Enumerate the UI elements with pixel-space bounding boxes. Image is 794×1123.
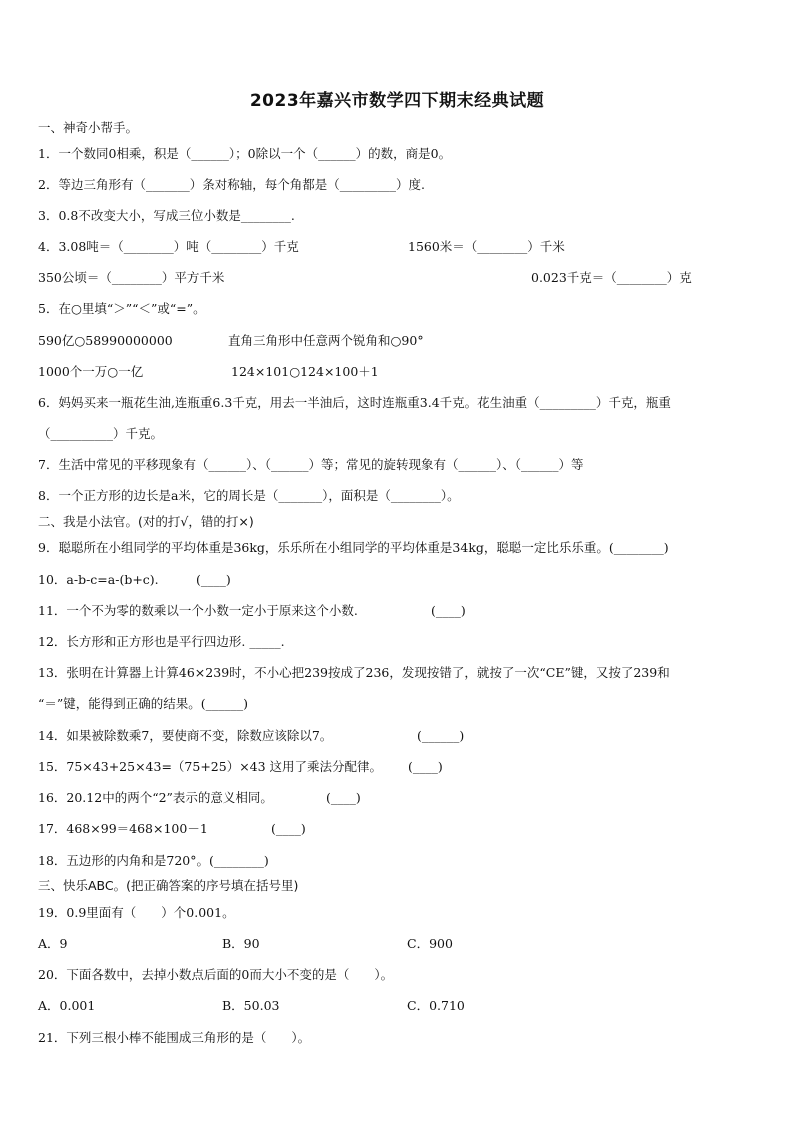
- question-8: 8．一个正方形的边长是a米，它的周长是（_______），面积是（________）。: [38, 488, 460, 503]
- question-16-answer: (____): [326, 790, 361, 805]
- question-21: 21．下列三根小棒不能围成三角形的是（ ）。: [38, 1030, 311, 1045]
- question-11-answer: (____): [431, 603, 466, 618]
- question-20-option-b: B．50.03: [222, 998, 280, 1013]
- question-6-line1: 6．妈妈买来一瓶花生油,连瓶重6.3千克，用去一半油后，这时连瓶重3.4千克。花生油重（_________）千克，瓶重: [38, 395, 671, 410]
- section-2-heading: 二、我是小法官。(对的打√，错的打×): [38, 514, 254, 529]
- page-title: 2023年嘉兴市数学四下期末经典试题: [249, 91, 545, 111]
- question-13-line2: “＝”键，能得到正确的结果。(______): [38, 696, 249, 711]
- question-5c: 1000个一万○一亿: [38, 364, 144, 379]
- question-5d: 124×101○124×100＋1: [231, 364, 379, 379]
- question-18: 18．五边形的内角和是720°。(________): [38, 853, 269, 868]
- question-16: 16．20.12中的两个“2”表示的意义相同。: [38, 790, 273, 805]
- question-10-answer: (____): [196, 572, 231, 587]
- question-7: 7．生活中常见的平移现象有（______）、（______）等；常见的旋转现象有（______）、（______）等: [38, 457, 584, 472]
- question-5b: 直角三角形中任意两个锐角和○90°: [228, 333, 424, 348]
- question-4c: 350公顷＝（________）平方千米: [38, 270, 225, 285]
- question-6-line2: （__________）千克。: [38, 426, 164, 441]
- question-5: 5．在○里填“＞”“＜”或“=”。: [38, 301, 206, 316]
- section-3-heading: 三、快乐ABC。(把正确答案的序号填在括号里): [38, 878, 299, 893]
- section-1-heading: 一、神奇小帮手。: [38, 120, 139, 135]
- question-19-option-b: B．90: [222, 936, 260, 951]
- question-1: 1．一个数同0相乘，积是（______）；0除以一个（______）的数，商是0。: [38, 146, 452, 161]
- question-17: 17．468×99＝468×100－1: [38, 821, 208, 836]
- question-4b: 1560米＝（________）千米: [408, 239, 565, 254]
- question-14-answer: (______): [417, 728, 465, 743]
- question-9: 9．聪聪所在小组同学的平均体重是36kg，乐乐所在小组同学的平均体重是34kg，聪聪一定比乐乐重。(________): [38, 540, 669, 555]
- question-19: 19．0.9里面有（ ）个0.001。: [38, 905, 235, 920]
- question-2: 2．等边三角形有（_______）条对称轴，每个角都是（_________）度.: [38, 177, 425, 192]
- question-10: 10．a-b-c=a-(b+c).: [38, 572, 159, 587]
- question-11: 11．一个不为零的数乘以一个小数一定小于原来这个小数.: [38, 603, 358, 618]
- question-20: 20．下面各数中，去掉小数点后面的0而大小不变的是（ ）。: [38, 967, 394, 982]
- question-13-line1: 13．张明在计算器上计算46×239时，不小心把239按成了236，发现按错了，就按了一次“CE”键，又按了239和: [38, 665, 670, 680]
- question-20-option-c: C．0.710: [407, 998, 465, 1013]
- question-12: 12．长方形和正方形也是平行四边形. _____.: [38, 634, 285, 649]
- question-15-answer: (____): [408, 759, 443, 774]
- question-3: 3．0.8不改变大小，写成三位小数是________.: [38, 208, 295, 223]
- question-17-answer: (____): [271, 821, 306, 836]
- question-19-option-c: C．900: [407, 936, 453, 951]
- question-4d: 0.023千克＝（________）克: [531, 270, 692, 285]
- question-5a: 590亿○58990000000: [38, 333, 173, 348]
- question-15: 15．75×43+25×43=（75+25）×43 这用了乘法分配律。: [38, 759, 383, 774]
- question-19-option-a: A．9: [38, 936, 68, 951]
- question-14: 14．如果被除数乘7，要使商不变，除数应该除以7。: [38, 728, 333, 743]
- question-4a: 4．3.08吨＝（________）吨（________）千克: [38, 239, 299, 254]
- question-20-option-a: A．0.001: [38, 998, 96, 1013]
